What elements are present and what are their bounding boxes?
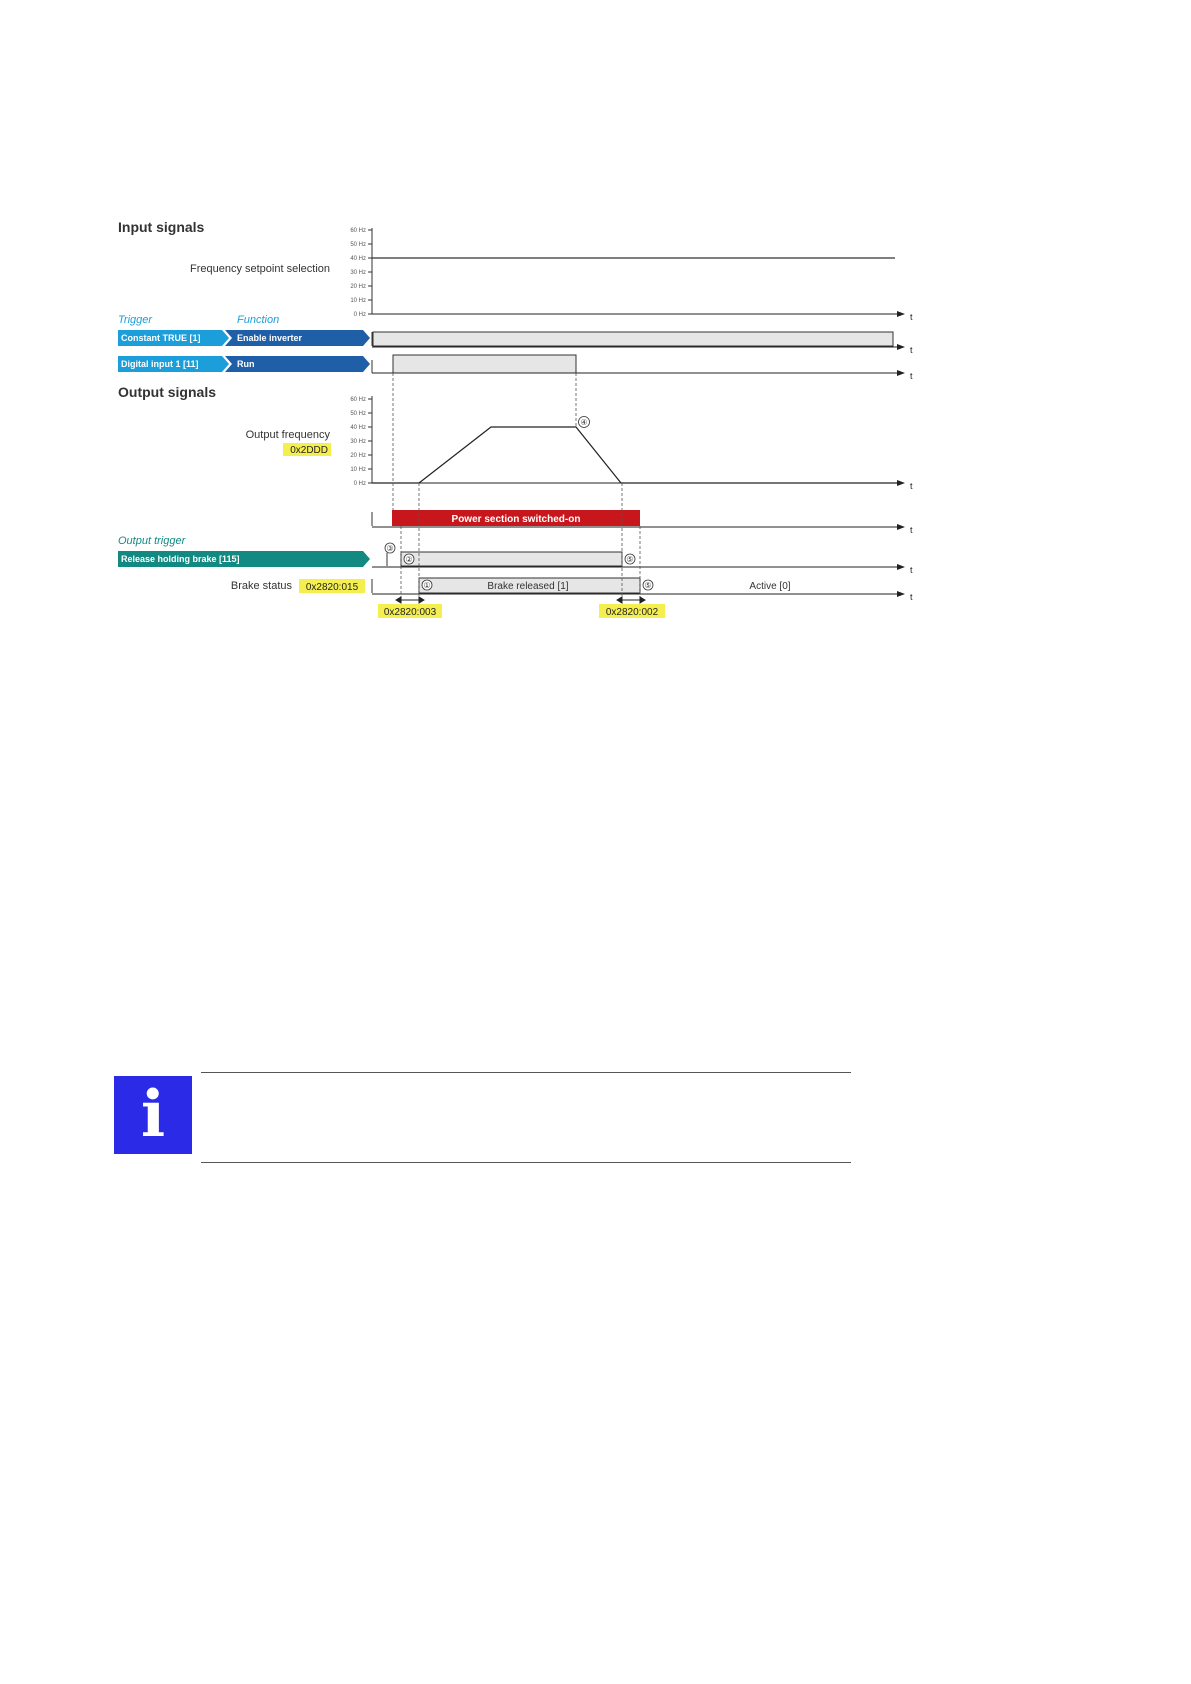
input-signals-title: Input signals [118, 219, 205, 235]
input-freq-tick-label: 20 Hz [350, 284, 366, 290]
frequency-setpoint-label: Frequency setpoint selection [189, 263, 330, 275]
active-label: Active [0] [749, 581, 791, 592]
output-freq-tick-label: 50 Hz [350, 411, 366, 417]
marker-3-label: ③ [386, 544, 394, 553]
function-header: Function [237, 314, 280, 326]
output-signals-title: Output signals [118, 384, 216, 400]
trigger-constant-true: Constant TRUE [1] [121, 333, 201, 343]
function-enable-inverter: Enable inverter [237, 333, 303, 343]
input-freq-axis [350, 228, 372, 318]
output-frequency-label: Output frequency [245, 429, 330, 441]
output-freq-tick-label: 0 Hz [353, 481, 366, 487]
info-icon [114, 1076, 192, 1154]
output-freq-tick-label: 40 Hz [350, 425, 366, 431]
output-trigger-header: Output trigger [118, 535, 186, 547]
release-brake-trigger: Release holding brake [115] [121, 554, 240, 564]
axis-t-label: t [910, 345, 913, 355]
brake-status-label: Brake status [230, 580, 292, 592]
closing-time-param: 0x2820:003 [383, 607, 437, 618]
input-freq-tick-label: 50 Hz [350, 242, 366, 248]
brake-status-param: 0x2820:015 [305, 582, 359, 593]
signal-enable-inverter [373, 332, 893, 346]
input-freq-tick-label: 40 Hz [350, 256, 366, 262]
output-freq-axis [350, 396, 372, 487]
input-freq-tick-label: 60 Hz [350, 228, 366, 234]
output-frequency-curve [372, 427, 900, 483]
trigger-header: Trigger [118, 314, 153, 326]
marker-1-label: ① [423, 581, 431, 590]
marker-5-label: ⑤ [626, 555, 634, 564]
power-section-label: Power section switched-on [451, 514, 581, 525]
opening-time-param: 0x2820:002 [605, 607, 659, 618]
axis-t-label: t [910, 592, 913, 602]
axis-t-label: t [910, 312, 913, 322]
output-freq-tick-label: 20 Hz [350, 453, 366, 459]
time-interval-arrows [396, 597, 645, 603]
info-bottom-rule [201, 1162, 851, 1163]
row-release-holding-brake [118, 543, 913, 575]
marker-4-label: ④ [580, 418, 588, 427]
row-enable-inverter [118, 330, 913, 355]
axis-t-label: t [910, 371, 913, 381]
axis-t-label: t [910, 525, 913, 535]
marker-2-label: ② [405, 555, 413, 564]
signal-run [393, 355, 576, 373]
input-freq-tick-label: 0 Hz [353, 312, 366, 318]
input-freq-tick-label: 10 Hz [350, 298, 366, 304]
function-run: Run [237, 359, 255, 369]
output-freq-tick-label: 30 Hz [350, 439, 366, 445]
brake-released-label: Brake released [1] [487, 581, 569, 592]
signal-release-brake [401, 552, 622, 566]
output-freq-tick-label: 10 Hz [350, 467, 366, 473]
row-run [118, 355, 913, 381]
input-freq-tick-label: 30 Hz [350, 270, 366, 276]
axis-t-label: t [910, 481, 913, 491]
axis-t-label: t [910, 565, 913, 575]
info-glyph: i [140, 1077, 166, 1152]
info-top-rule [201, 1072, 851, 1073]
trigger-digital-input: Digital input 1 [11] [121, 359, 199, 369]
output-freq-tick-label: 60 Hz [350, 397, 366, 403]
marker-5-brake-label: ⑤ [644, 581, 652, 590]
output-frequency-param: 0x2DDD [290, 445, 328, 456]
row-brake-status [231, 578, 913, 602]
